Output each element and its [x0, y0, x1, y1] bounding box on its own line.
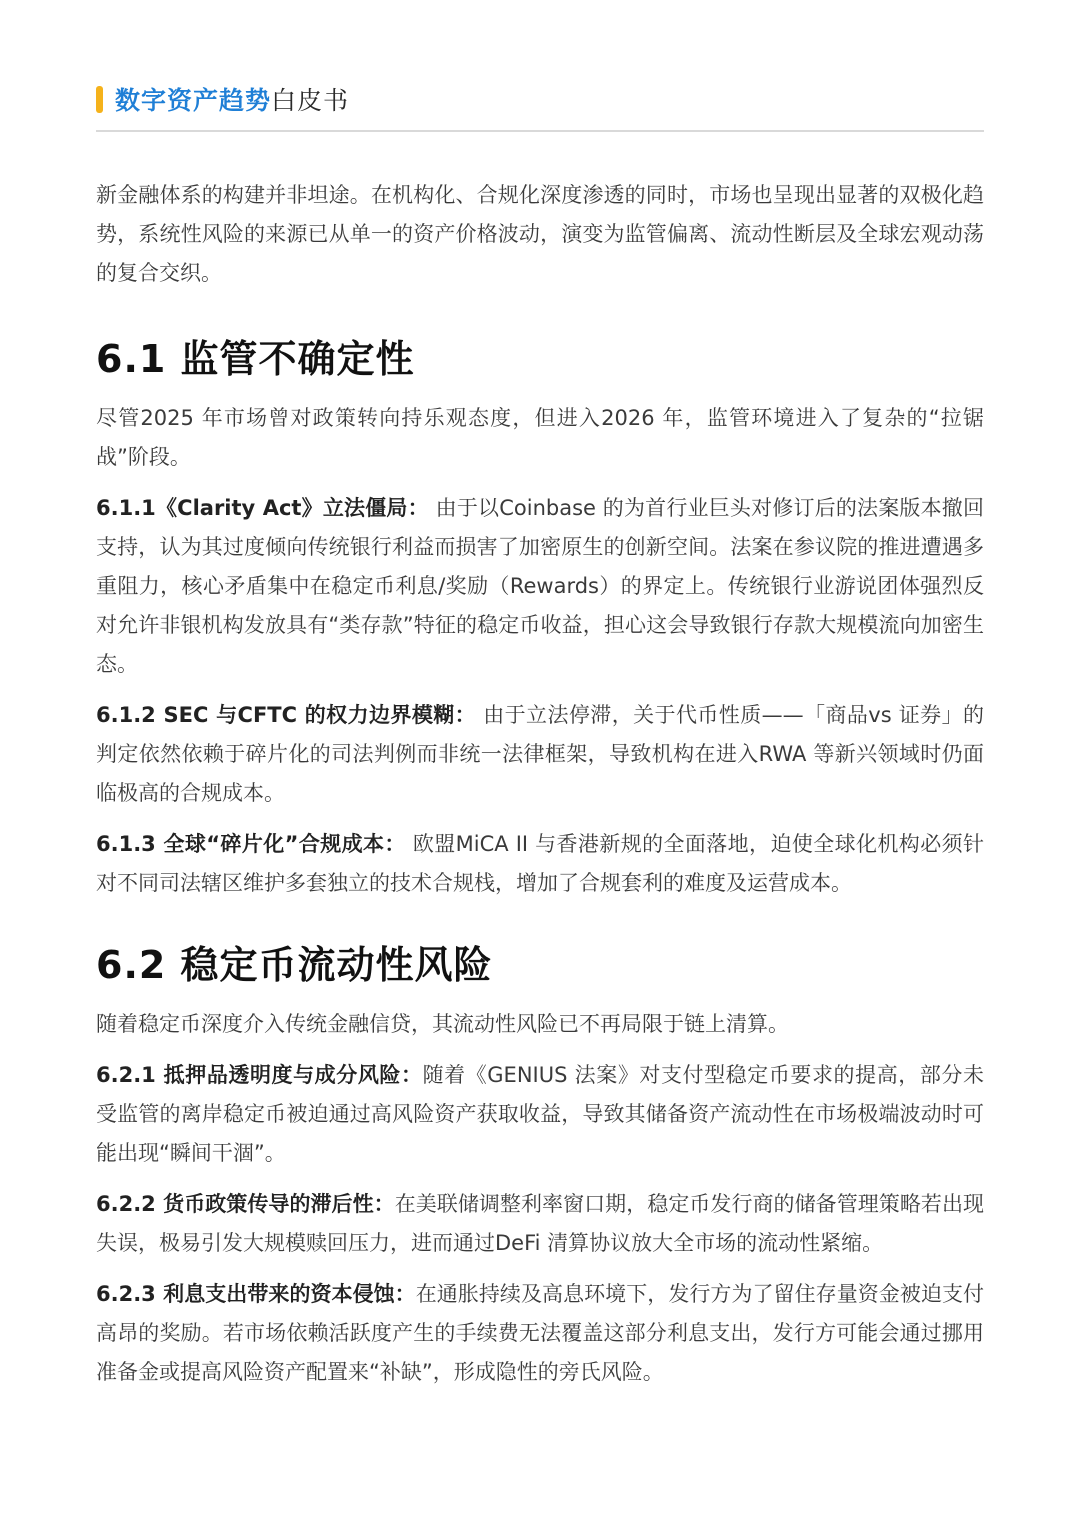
list-item [96, 1185, 984, 1263]
section-lead: 尽管2025 年市场曾对政策转向持乐观态度，但进入2026 年，监管环境进入了复杂的“拉锯战”阶段。 [96, 406, 984, 469]
list-item [96, 1056, 984, 1173]
item-text: 由于以Coinbase 的为首行业巨头对修订后的法案版本撤回支持，认为其过度倾向传统银行利益而损害了加密原生的创新空间。法案在参议院的推进遭遇多重阻力，核心矛盾集中在稳定币利息/奖励（Rewards）的界定上。传统银行业游说团体强烈反对允许非银机构发放具有“类存款”特征的稳定币收益，担心这会导致银行存款大规模流向加密生态。 [96, 496, 984, 676]
page-header [96, 80, 984, 118]
item-term: 6.2.3 利息支出带来的资本侵蚀： [96, 1282, 416, 1306]
list-item [96, 696, 984, 813]
intro-paragraph: 新金融体系的构建并非坦途。在机构化、合规化深度渗透的同时，市场也呈现出显著的双极化趋势，系统性风险的来源已从单一的资产价格波动，演变为监管偏离、流动性断层及全球宏观动荡的复合交织。 [96, 183, 984, 285]
section-6-1 [96, 333, 984, 903]
list-item [96, 489, 984, 684]
item-term: 6.1.3 全球“碎片化”合规成本： [96, 832, 406, 856]
item-text: 由于立法停滞，关于代币性质——「商品vs 证券」的判定依然依赖于碎片化的司法判例而非统一法律框架，导致机构在进入RWA 等新兴领域时仍面临极高的合规成本。 [96, 703, 984, 805]
list-item [96, 825, 984, 903]
item-text: 在通胀持续及高息环境下，发行方为了留住存量资金被迫支付高昂的奖励。若市场依赖活跃度产生的手续费无法覆盖这部分利息支出，发行方可能会通过挪用准备金或提高风险资产配置来“补缺”，形成隐性的旁氏风险。 [96, 1282, 984, 1384]
section-heading: 6.2 稳定币流动性风险 [96, 943, 493, 987]
section-heading: 6.1 监管不确定性 [96, 337, 415, 381]
section-lead: 随着稳定币深度介入传统金融信贷，其流动性风险已不再局限于链上清算。 [96, 1012, 789, 1036]
header-divider [96, 130, 984, 132]
section-6-2 [96, 939, 984, 1392]
item-term: 6.1.1《Clarity Act》立法僵局： [96, 496, 429, 520]
item-text: 在美联储调整利率窗口期，稳定币发行商的储备管理策略若出现失误，极易引发大规模赎回压力，进而通过DeFi 清算协议放大全市场的流动性紧缩。 [96, 1192, 984, 1255]
header-accent-bar [96, 86, 103, 113]
item-term: 6.1.2 SEC 与CFTC 的权力边界模糊： [96, 703, 477, 727]
document-body [96, 176, 984, 1428]
item-term: 6.2.2 货币政策传导的滞后性： [96, 1192, 395, 1216]
header-title-main: 数字资产趋势 [115, 86, 272, 115]
item-text: 欧盟MiCA II 与香港新规的全面落地，迫使全球化机构必须针对不同司法辖区维护多套独立的技术合规栈，增加了合规套利的难度及运营成本。 [96, 832, 984, 895]
item-text: 随着《GENIUS 法案》对支付型稳定币要求的提高，部分未受监管的离岸稳定币被迫通过高风险资产获取收益，导致其储备资产流动性在市场极端波动时可能出现“瞬间干涸”。 [96, 1063, 984, 1165]
list-item [96, 1275, 984, 1392]
header-title-sub: 白皮书 [271, 86, 350, 115]
item-term: 6.2.1 抵押品透明度与成分风险： [96, 1063, 423, 1087]
